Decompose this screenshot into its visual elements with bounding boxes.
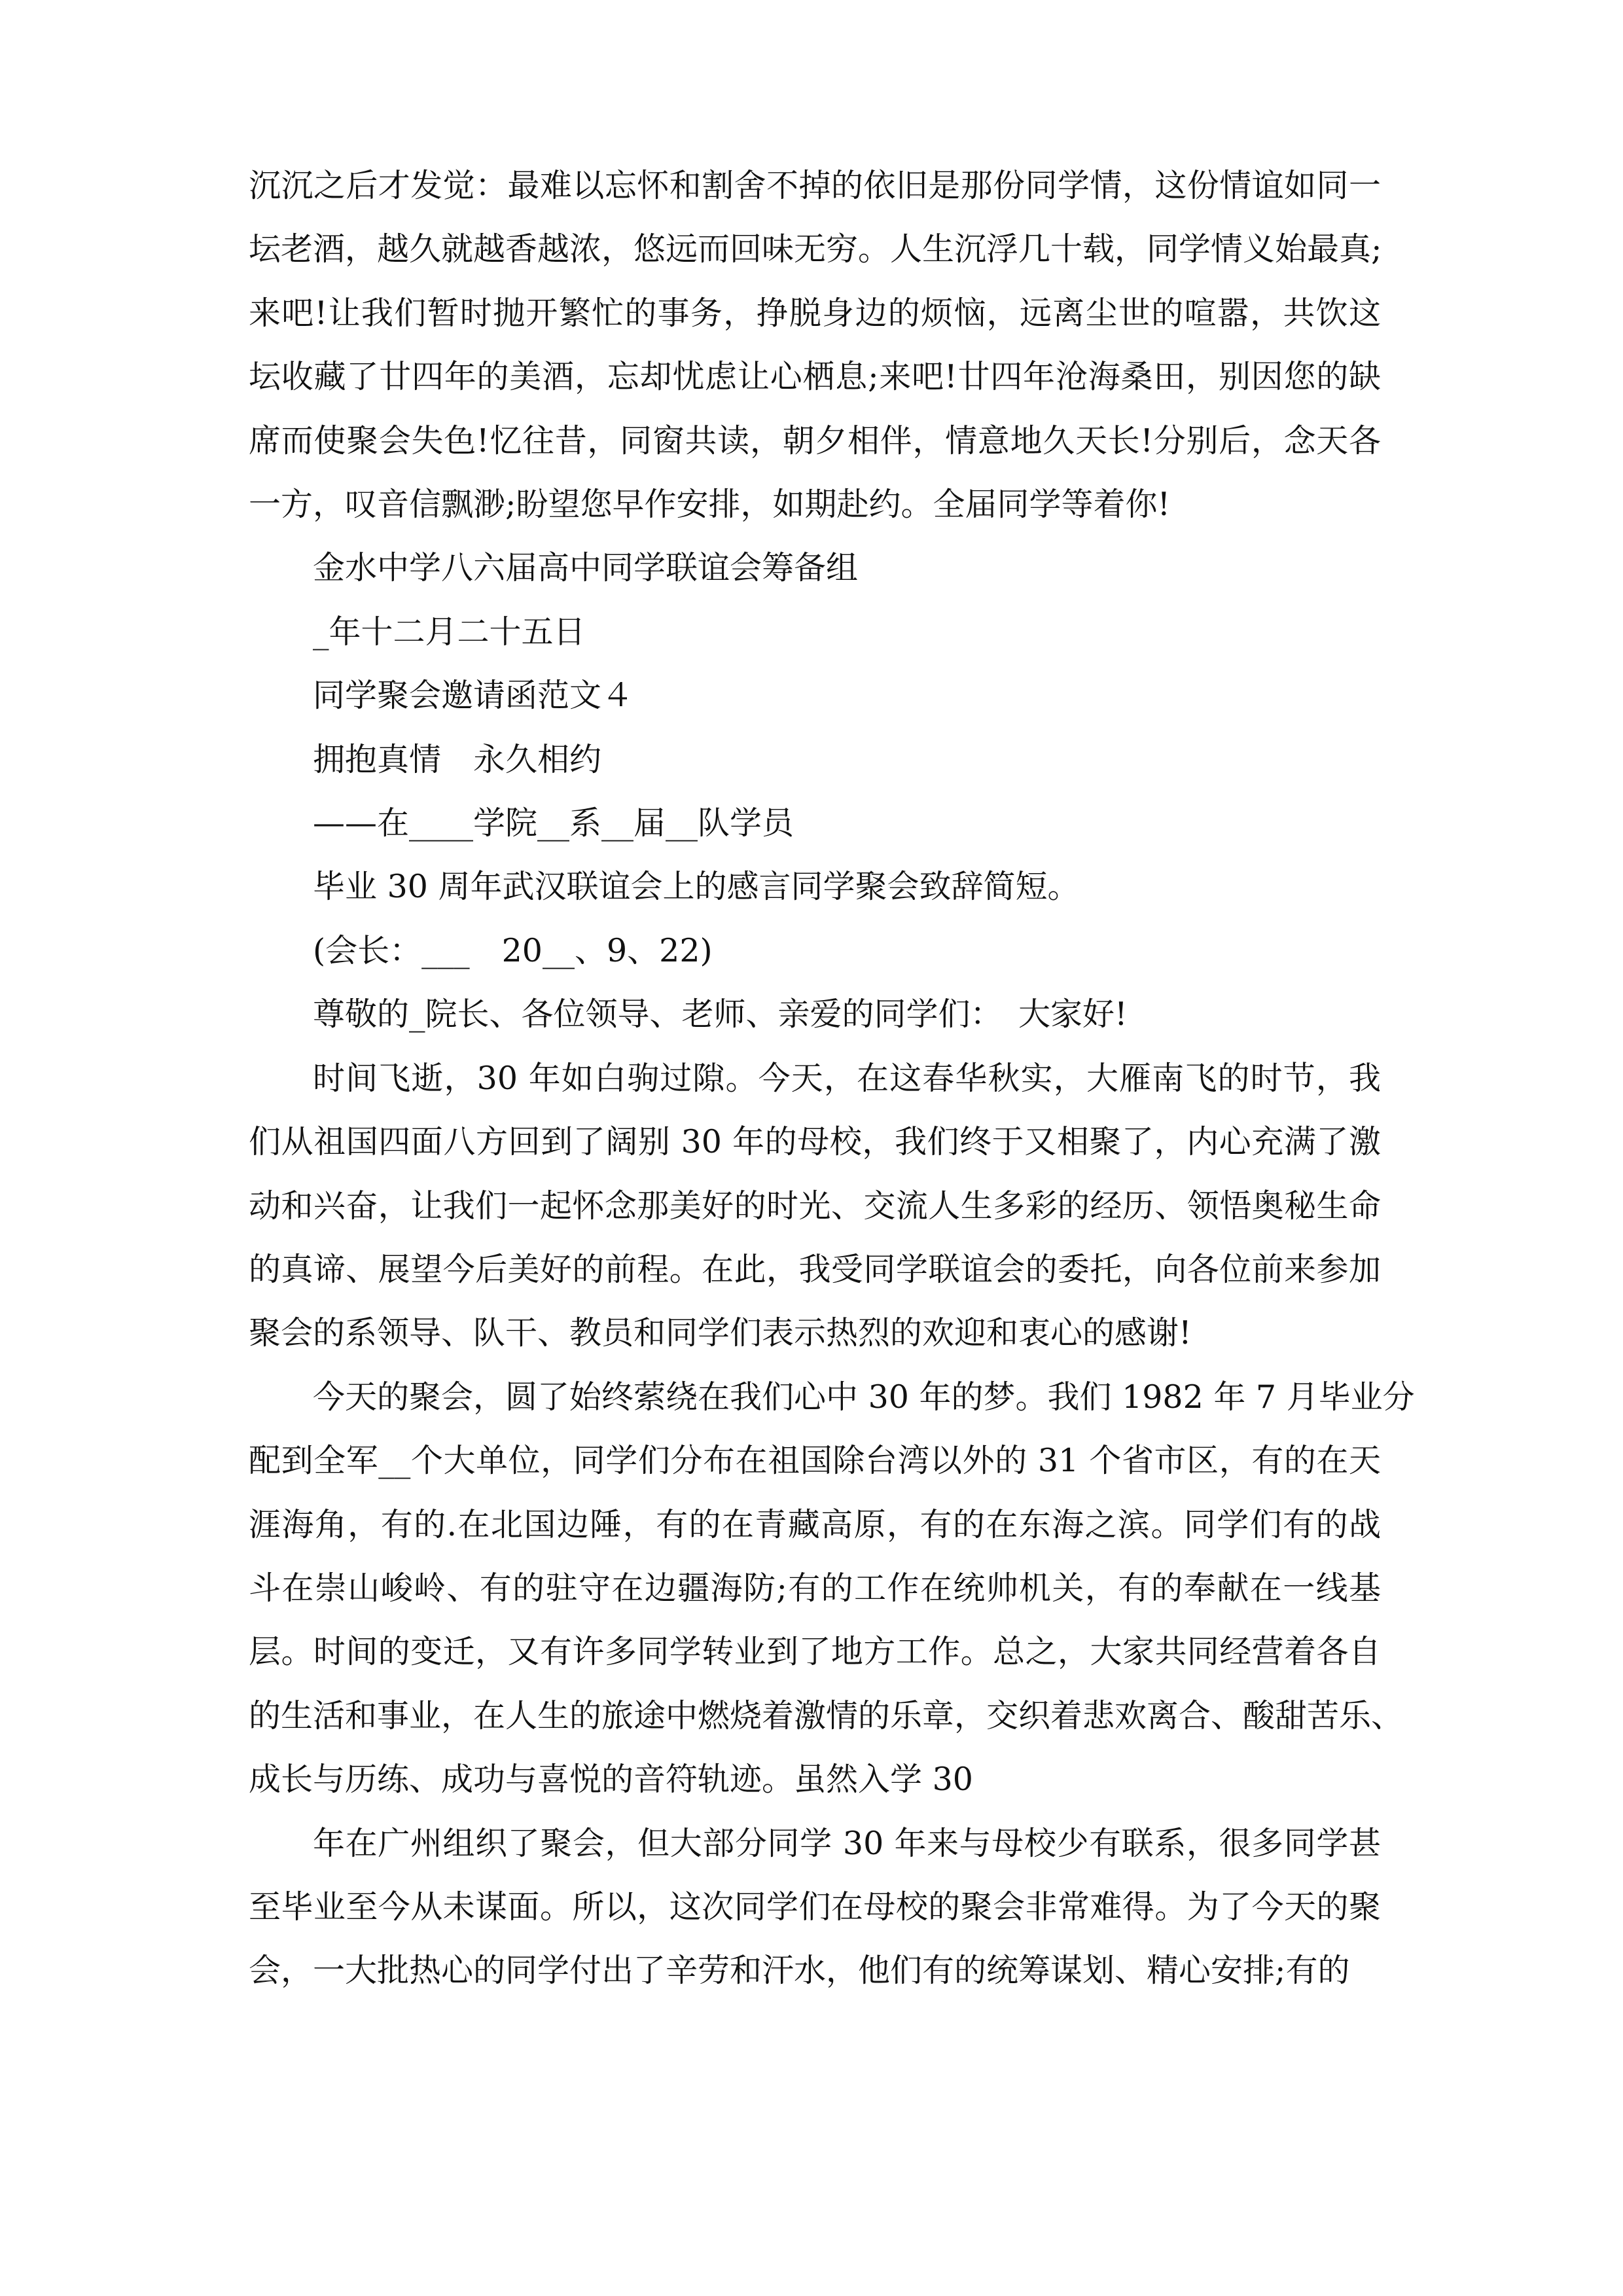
text-line: 涯海角，有的.在北国边陲，有的在青藏高原，有的在东海之滨。同学们有的战 [249,1505,1381,1543]
text-line: 的真谛、展望今后美好的前程。在此，我受同学联谊会的委托，向各位前来参加 [249,1250,1381,1288]
text-line: ——在____学院__系__届__队学员 [313,804,794,842]
document-body [249,154,1415,2003]
text-line: 沉沉之后才发觉：最难以忘怀和割舍不掉的依旧是那份同学情，这份情谊如同一 [249,167,1381,204]
paragraph [249,1047,1381,1365]
text-line: 年在广州组织了聚会，但大部分同学 30 年来与母校少有联系，很多同学甚 [313,1824,1381,1862]
paragraph [249,855,1381,918]
text-line: 至毕业至今从未谋面。所以，这次同学们在母校的聚会非常难得。为了今天的聚 [249,1888,1381,1926]
text-line: 尊敬的_院长、各位领导、老师、亲爱的同学们： 大家好! [313,996,1128,1033]
paragraph [249,154,1381,536]
text-line: 会，一大批热心的同学付出了辛劳和汗水，他们有的统筹谋划、精心安排;有的 [249,1952,1350,1990]
text-line: 时间飞逝，30 年如白驹过隙。今天，在这春华秋实，大雁南飞的时节，我 [313,1059,1381,1097]
paragraph [249,664,1381,727]
paragraph [249,728,1381,791]
text-line: 一方，叹音信飘渺;盼望您早作安排，如期赴约。全届同学等着你! [249,486,1171,524]
text-line: 拥抱真情 永久相约 [313,740,602,778]
paragraph [249,919,1381,982]
paragraph [249,600,1381,664]
text-line: 的生活和事业，在人生的旅途中燃烧着激情的乐章，交织着悲欢离合、酸甜苦乐、 [249,1696,1404,1734]
text-line: 聚会的系领导、队干、教员和同学们表示热烈的欢迎和衷心的感谢! [249,1314,1192,1352]
text-line: 成长与历练、成功与喜悦的音符轨迹。虽然入学 30 [249,1761,973,1799]
text-line: (会长：___ 20__、9、22) [313,931,713,969]
text-line: _年十二月二十五日 [313,613,586,651]
text-line: 今天的聚会，圆了始终萦绕在我们心中 30 年的梦。我们 1982 年 7 月毕业分 [313,1378,1415,1416]
text-line: 同学聚会邀请函范文４ [313,677,634,715]
text-line: 们从祖国四面八方回到了阔别 30 年的母校，我们终于又相聚了，内心充满了激 [249,1123,1381,1161]
text-line: 配到全军__个大单位，同学们分布在祖国除台湾以外的 31 个省市区，有的在天 [249,1442,1381,1480]
paragraph [249,536,1381,600]
text-line: 动和兴奋，让我们一起怀念那美好的时光、交流人生多彩的经历、领悟奥秘生命 [249,1187,1381,1225]
paragraph [249,791,1381,855]
text-line: 坛老酒，越久就越香越浓，悠远而回味无穷。人生沉浮几十载，同学情义始最真; [249,230,1382,268]
text-line: 斗在崇山峻岭、有的驻守在边疆海防;有的工作在统帅机关，有的奉献在一线基 [249,1569,1381,1607]
text-line: 层。时间的变迁，又有许多同学转业到了地方工作。总之，大家共同经营着各自 [249,1633,1381,1671]
text-line: 金水中学八六届高中同学联谊会筹备组 [313,549,859,587]
paragraph [249,1812,1381,2003]
text-line: 来吧!让我们暂时抛开繁忙的事务，挣脱身边的烦恼，远离尘世的喧嚣，共饮这 [249,294,1381,332]
text-line: 毕业 30 周年武汉联谊会上的感言同学聚会致辞简短。 [313,868,1080,906]
text-line: 席而使聚会失色!忆往昔，同窗共读，朝夕相伴，情意地久天长!分别后，念天各 [249,422,1381,459]
paragraph [249,1365,1415,1812]
text-line: 坛收藏了廿四年的美酒，忘却忧虑让心栖息;来吧!廿四年沧海桑田，别因您的缺 [249,358,1381,396]
paragraph [249,982,1381,1046]
